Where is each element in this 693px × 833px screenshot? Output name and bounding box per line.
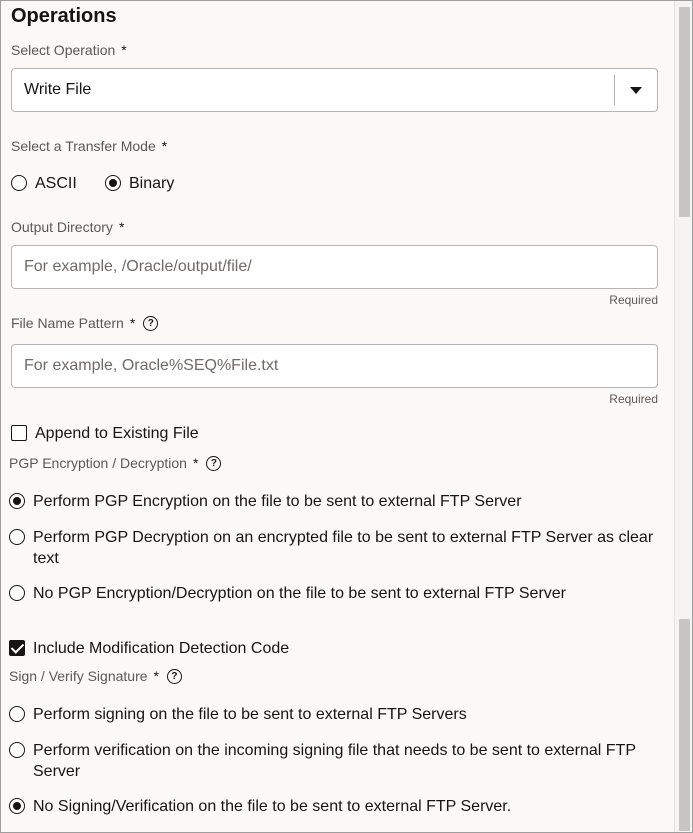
mdc-checkbox-label: Include Modification Detection Code	[33, 639, 290, 657]
file-name-pattern-label: File Name Pattern	[11, 315, 124, 331]
radio-pgp-encrypt-label: Perform PGP Encryption on the file to be sent to external FTP Server	[33, 493, 522, 510]
operation-label-row	[11, 42, 127, 58]
select-divider	[614, 75, 615, 105]
mdc-checkbox[interactable]	[9, 640, 25, 656]
radio-sign-none-label: No Signing/Verification on the file to be sent to external FTP Server.	[33, 798, 512, 815]
file-name-pattern-input[interactable]	[11, 344, 658, 388]
scrollbar[interactable]	[674, 1, 692, 833]
form-content	[1, 1, 675, 833]
required-asterisk: *	[121, 42, 127, 58]
output-directory-label: Output Directory	[11, 219, 113, 235]
transfer-mode-label: Select a Transfer Mode	[11, 138, 156, 154]
append-checkbox-label: Append to Existing File	[35, 424, 199, 442]
operation-label: Select Operation	[11, 42, 116, 58]
radio-pgp-none[interactable]	[9, 583, 659, 604]
question-circle-icon[interactable]: ?	[206, 456, 221, 471]
radio-binary-control[interactable]	[105, 175, 121, 191]
sign-label-row	[9, 668, 182, 685]
required-asterisk: *	[192, 455, 199, 471]
pgp-label-row	[9, 455, 221, 472]
radio-sign-none-control[interactable]	[9, 798, 25, 814]
radio-pgp-encrypt-control[interactable]	[9, 493, 25, 509]
radio-sign-perform-label: Perform signing on the file to be sent to external FTP Servers	[33, 706, 467, 723]
operation-select-value: Write File	[24, 81, 92, 98]
radio-sign-perform-control[interactable]	[9, 706, 25, 722]
radio-sign-verify-label: Perform verification on the incoming signing file that needs to be sent to external FTP Server	[33, 742, 636, 780]
output-directory-label-row	[11, 219, 124, 235]
required-asterisk: *	[118, 219, 125, 235]
chevron-down-icon[interactable]	[630, 87, 642, 94]
radio-sign-verify[interactable]	[9, 740, 665, 782]
sign-label: Sign / Verify Signature	[9, 668, 148, 684]
radio-sign-none[interactable]	[9, 796, 659, 817]
radio-ascii-label: ASCII	[35, 174, 77, 192]
required-asterisk: *	[153, 668, 159, 684]
radio-sign-perform[interactable]	[9, 704, 659, 725]
scrollbar-thumb-upper[interactable]	[679, 7, 690, 217]
file-name-pattern-helper: Required	[609, 392, 658, 406]
operation-select[interactable]	[11, 68, 658, 112]
pgp-label: PGP Encryption / Decryption	[9, 455, 187, 471]
question-circle-icon[interactable]: ?	[143, 316, 158, 331]
radio-pgp-decrypt-control[interactable]	[9, 529, 25, 545]
file-name-pattern-label-row	[11, 315, 158, 332]
radio-pgp-encrypt[interactable]	[9, 491, 659, 512]
radio-sign-verify-control[interactable]	[9, 742, 25, 758]
append-checkbox[interactable]	[11, 425, 27, 441]
append-checkbox-row[interactable]	[11, 423, 199, 443]
radio-ascii[interactable]	[11, 173, 77, 193]
section-title: Operations	[11, 5, 117, 27]
radio-binary-label: Binary	[129, 174, 175, 192]
mdc-checkbox-row[interactable]	[9, 638, 289, 658]
transfer-mode-label-row	[11, 138, 167, 154]
radio-pgp-none-label: No PGP Encryption/Decryption on the file to be sent to external FTP Server	[33, 585, 567, 602]
required-asterisk: *	[161, 138, 168, 154]
required-asterisk: *	[129, 315, 136, 331]
radio-ascii-control[interactable]	[11, 175, 27, 191]
radio-binary[interactable]	[105, 173, 174, 193]
output-directory-input[interactable]	[11, 245, 658, 289]
scrollbar-thumb-lower[interactable]	[679, 619, 690, 831]
output-directory-helper: Required	[609, 293, 658, 307]
radio-pgp-decrypt-label: Perform PGP Decryption on an encrypted file to be sent to external FTP Server as clear text	[33, 529, 654, 567]
radio-pgp-decrypt[interactable]	[9, 527, 665, 569]
radio-pgp-none-control[interactable]	[9, 585, 25, 601]
question-circle-icon[interactable]: ?	[167, 669, 182, 684]
